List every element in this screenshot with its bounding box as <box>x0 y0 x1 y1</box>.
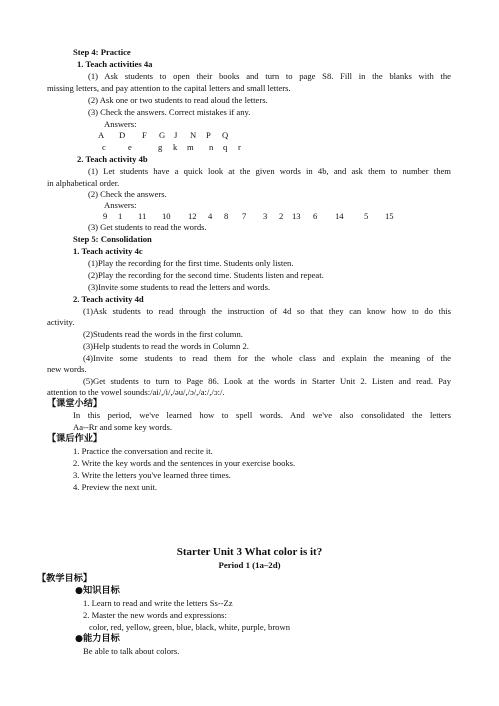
answer-number: 11 <box>138 211 147 221</box>
answer-letter: k <box>173 142 178 152</box>
answer-number: 14 <box>335 211 344 221</box>
summary-heading: 【课堂小结】 <box>47 398 103 409</box>
activity-4b-step3: (3) Get students to read the words. <box>88 222 207 232</box>
answer-letter: n <box>209 142 214 152</box>
step4-heading: Step 4: Practice <box>73 47 131 57</box>
answer-number: 3 <box>263 211 268 221</box>
activity-4a-step1: (1) Ask students to open their books and turn to page S8. Fill in the blanks with the <box>88 71 451 81</box>
activity-4b-heading: 2. Teach activity 4b <box>77 154 148 164</box>
activity-4b-step1: (1) Let students have a quick look at the given words in 4b, and ask them to number them <box>88 166 451 176</box>
answer-number: 15 <box>385 211 394 221</box>
answer-number: 5 <box>364 211 369 221</box>
answer-letter: P <box>206 130 211 140</box>
answer-letter: e <box>128 142 132 152</box>
activity-4b-step2: (2) Check the answers. <box>88 189 167 199</box>
activity-4d-step5-cont: attention to the vowel sounds:/ai/,/i/,/əu/,/ɔ/,/a:/,/ɔ:/. <box>47 387 225 397</box>
activity-4c-step3: (3)Invite some students to read the letters and words. <box>88 282 271 292</box>
activity-4a-heading: 1. Teach activities 4a <box>77 59 153 69</box>
activity-4a-step2: (2) Ask one or two students to read aloud the letters. <box>88 95 268 105</box>
activity-4b-step1-cont: in alphabetical order. <box>47 178 120 188</box>
homework-item: 4. Preview the next unit. <box>73 482 158 492</box>
activity-4d-step2: (2)Students read the words in the first column. <box>83 329 243 339</box>
answer-number: 8 <box>224 211 229 221</box>
knowledge-goal-words: color, red, yellow, green, blue, black, white, purple, brown <box>89 622 290 632</box>
answers-row-capitals <box>0 130 499 141</box>
answer-letter: F <box>142 130 147 140</box>
teaching-goals-heading: 【教学目标】 <box>37 573 93 584</box>
step5-heading: Step 5: Consolidation <box>73 234 152 244</box>
answer-letter: g <box>158 142 163 152</box>
answer-number: 4 <box>208 211 213 221</box>
answer-number: 2 <box>279 211 284 221</box>
knowledge-goals-heading: ●知识目标 <box>75 585 120 596</box>
activity-4d-step5: (5)Get students to turn to Page 86. Look at the words in Starter Unit 2. Listen and read. Pay <box>83 376 451 386</box>
activity-4c-step2: (2)Play the recording for the second time. Students listen and repeat. <box>88 270 324 280</box>
answer-letter: J <box>174 130 178 140</box>
answer-letter: A <box>98 130 105 140</box>
answer-letter: Q <box>222 130 229 140</box>
ability-goal-1: Be able to talk about colors. <box>83 646 180 656</box>
homework-heading: 【课后作业】 <box>47 433 103 444</box>
answer-letter: m <box>187 142 194 152</box>
answers-label-2: Answers: <box>104 200 137 210</box>
activity-4d-step3: (3)Help students to read the words in Column 2. <box>83 341 249 351</box>
homework-item: 2. Write the key words and the sentences in your exercise books. <box>73 458 296 468</box>
activity-4d-heading: 2. Teach activity 4d <box>73 294 144 304</box>
answer-number: 12 <box>188 211 197 221</box>
activity-4d-step1: (1)Ask students to read through the instruction of 4d so that they can know how to do this <box>83 306 451 316</box>
answer-number: 1 <box>118 211 123 221</box>
answers-row-numbers <box>0 211 499 222</box>
answers-row-lowercase <box>0 142 499 153</box>
period-subtitle: Period 1 (1a–2d) <box>218 560 281 570</box>
homework-item: 3. Write the letters you've learned three times. <box>73 470 231 480</box>
knowledge-goal-2: 2. Master the new words and expressions: <box>83 610 227 620</box>
answer-letter: c <box>102 142 106 152</box>
activity-4a-step1-cont: missing letters, and pay attention to the capital letters and small letters. <box>47 83 291 93</box>
activity-4d-step4-cont: new words. <box>47 364 87 374</box>
activity-4c-heading: 1. Teach activity 4c <box>73 246 143 256</box>
activity-4d-step4: (4)Invite some students to read them for the whole class and explain the meaning of the <box>83 353 451 363</box>
summary-line1: In this period, we've learned how to spell words. And we've also consolidated the letters <box>73 410 451 420</box>
answer-letter: r <box>238 142 241 152</box>
answer-letter: G <box>159 130 166 140</box>
homework-item: 1. Practice the conversation and recite it. <box>73 446 213 456</box>
answer-number: 13 <box>292 211 301 221</box>
summary-line2: Aa--Rr and some key words. <box>73 422 173 432</box>
answers-label: Answers: <box>104 119 137 129</box>
answer-letter: N <box>190 130 197 140</box>
activity-4a-step3: (3) Check the answers. Correct mistakes if any. <box>88 107 251 117</box>
knowledge-goal-1: 1. Learn to read and write the letters Ss--Zz <box>83 598 233 608</box>
answer-letter: D <box>119 130 126 140</box>
answer-number: 9 <box>103 211 108 221</box>
activity-4d-step1-cont: activity. <box>47 317 75 327</box>
ability-goals-heading: ●能力目标 <box>75 633 120 644</box>
answer-number: 7 <box>242 211 247 221</box>
answer-number: 6 <box>313 211 318 221</box>
answer-letter: q <box>223 142 228 152</box>
answer-number: 10 <box>162 211 171 221</box>
activity-4c-step1: (1)Play the recording for the first time. Students only listen. <box>88 258 294 268</box>
unit-title: Starter Unit 3 What color is it? <box>176 546 323 558</box>
